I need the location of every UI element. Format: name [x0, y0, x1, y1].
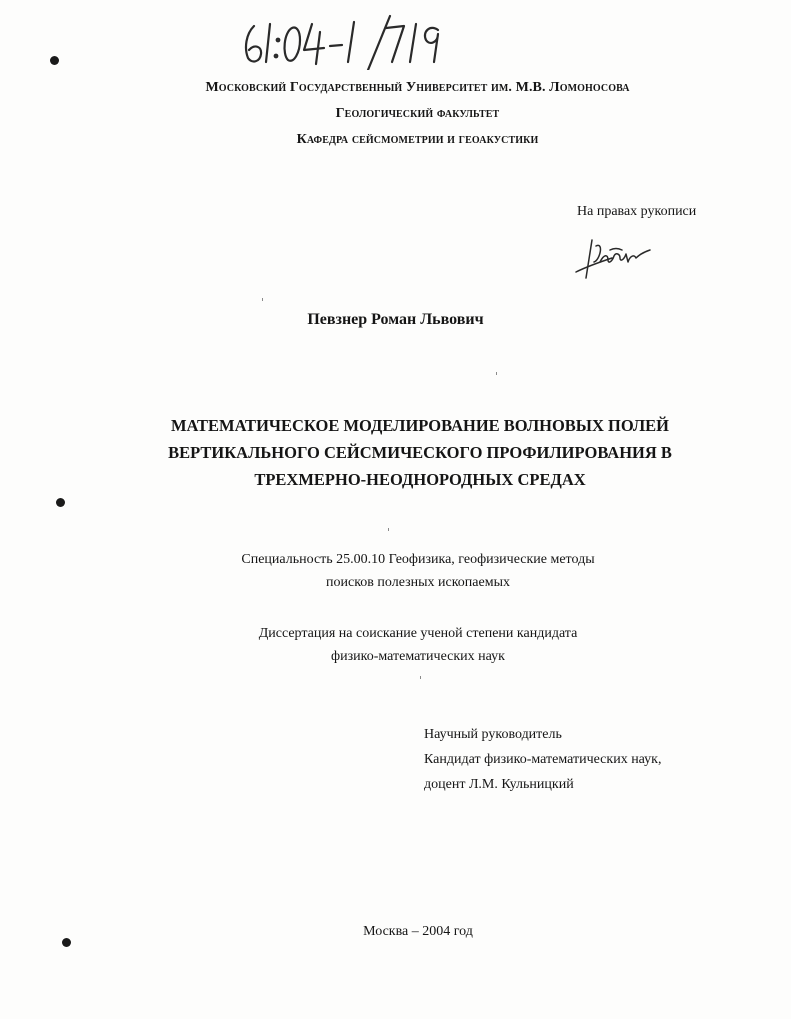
title-line: МАТЕМАТИЧЕСКОЕ МОДЕЛИРОВАНИЕ ВОЛНОВЫХ ПОЛЕЙ — [170, 416, 670, 435]
faculty-name: Геологический факультет — [335, 106, 500, 121]
title-line: ТРЕХМЕРНО-НЕОДНОРОДНЫХ СРЕДАХ — [254, 470, 586, 489]
rights-note: На правах рукописи — [577, 204, 697, 219]
degree-line: Диссертация на соискание ученой степени кандидата — [258, 626, 578, 641]
department-name: Кафедра сейсмометрии и геоакустики — [296, 132, 539, 147]
scan-speck — [388, 528, 389, 531]
specialty-line: Специальность 25.00.10 Геофизика, геофизические методы — [241, 552, 595, 567]
degree-block — [0, 622, 791, 668]
specialty-block — [0, 548, 791, 594]
scan-speck — [262, 298, 263, 301]
punch-hole-top — [50, 56, 59, 65]
advisor-line: Научный руководитель — [424, 727, 562, 742]
advisor-line: доцент Л.М. Кульницкий — [424, 777, 574, 792]
degree-line: физико-математических наук — [331, 649, 505, 664]
scan-speck — [420, 676, 421, 679]
punch-hole-middle — [56, 498, 65, 507]
university-name: Московский Государственный Университет им. М.В. Ломоносова — [205, 80, 630, 95]
author-signature — [570, 232, 654, 282]
author-name: Певзнер Роман Львович — [307, 311, 484, 328]
place-and-year: Москва – 2004 год — [363, 924, 473, 939]
scan-speck — [496, 372, 497, 375]
specialty-line: поисков полезных ископаемых — [326, 575, 510, 590]
dissertation-title — [150, 412, 690, 493]
advisor-line: Кандидат физико-математических наук, — [424, 752, 662, 767]
handwritten-archive-code — [240, 14, 450, 70]
title-line: ВЕРТИКАЛЬНОГО СЕЙСМИЧЕСКОГО ПРОФИЛИРОВАНИЯ В — [168, 443, 672, 462]
advisor-block — [424, 722, 662, 797]
